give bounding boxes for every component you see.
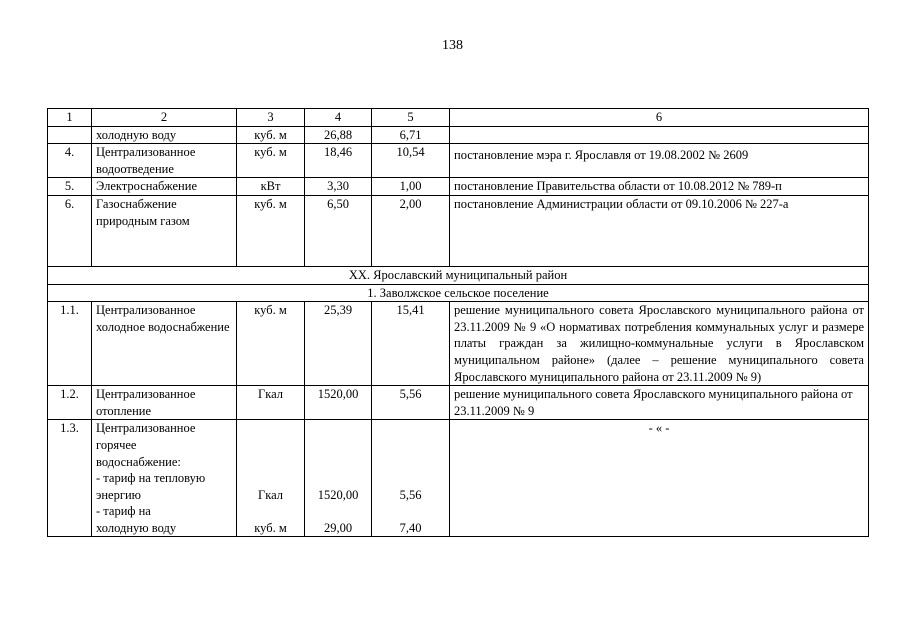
section-row xyxy=(48,266,869,284)
row-number: 6. xyxy=(48,195,92,266)
value-col4: 1520,00 xyxy=(305,386,372,420)
table-row xyxy=(48,420,869,537)
header-cell: 1 xyxy=(48,109,92,127)
row-number xyxy=(48,126,92,144)
legal-basis: постановление Администрации области от 09.10.2006 № 227-а xyxy=(450,195,869,266)
service-name: Централизованное холодное водоснабжение xyxy=(92,302,237,386)
service-name: холодную воду xyxy=(92,126,237,144)
table-row xyxy=(48,386,869,420)
row-number: 5. xyxy=(48,178,92,196)
legal-basis: постановление Правительства области от 10.08.2012 № 789-п xyxy=(450,178,869,196)
unit: куб. м xyxy=(237,302,305,386)
header-cell: 4 xyxy=(305,109,372,127)
value-col4: 26,88 xyxy=(305,126,372,144)
table-row xyxy=(48,126,869,144)
header-cell: 5 xyxy=(372,109,450,127)
row-number: 4. xyxy=(48,144,92,178)
value-col5: 10,54 xyxy=(372,144,450,178)
service-name: Газоснабжение природным газом xyxy=(92,195,237,266)
value-col5: 5,56 xyxy=(372,386,450,420)
value-col4: 6,50 xyxy=(305,195,372,266)
section-title: XX. Ярославский муниципальный район xyxy=(48,266,869,284)
header-cell: 3 xyxy=(237,109,305,127)
header-cell: 6 xyxy=(450,109,869,127)
row-number: 1.2. xyxy=(48,386,92,420)
subsection-row xyxy=(48,284,869,302)
header-row xyxy=(48,109,869,127)
legal-basis: постановление мэра г. Ярославля от 19.08.2002 № 2609 xyxy=(450,144,869,178)
value-col4: 3,30 xyxy=(305,178,372,196)
service-name: Централизованное водоотведение xyxy=(92,144,237,178)
value-col4: 1520,00 29,00 xyxy=(305,420,372,537)
table-row xyxy=(48,178,869,196)
value-col4: 18,46 xyxy=(305,144,372,178)
value-col5: 5,56 7,40 xyxy=(372,420,450,537)
service-name: Электроснабжение xyxy=(92,178,237,196)
unit: куб. м xyxy=(237,144,305,178)
table-row xyxy=(48,302,869,386)
unit: Гкал xyxy=(237,386,305,420)
subsection-title: 1. Заволжское сельское поселение xyxy=(48,284,869,302)
legal-basis xyxy=(450,126,869,144)
table-row xyxy=(48,144,869,178)
row-number: 1.1. xyxy=(48,302,92,386)
tariff-table xyxy=(47,108,869,537)
value-col5: 2,00 xyxy=(372,195,450,266)
service-name: Централизованное отопление xyxy=(92,386,237,420)
unit: куб. м xyxy=(237,126,305,144)
table-row xyxy=(48,195,869,266)
page-number: 138 xyxy=(442,38,463,53)
legal-basis: решение муниципального совета Ярославского муниципального района от 23.11.2009 № 9 «О нормативах потребления коммунальных услуг и размере платы граждан за жилищно-коммунальные услуги в Ярославском муниципальном районе» (далее – решение муниципального совета Ярославского муниципального района от 23.11.2009 № 9) xyxy=(450,302,869,386)
legal-basis: решение муниципального совета Ярославского муниципального района от 23.11.2009 № 9 xyxy=(450,386,869,420)
unit: Гкал куб. м xyxy=(237,420,305,537)
value-col5: 15,41 xyxy=(372,302,450,386)
value-col5: 6,71 xyxy=(372,126,450,144)
value-col4: 25,39 xyxy=(305,302,372,386)
value-col5: 1,00 xyxy=(372,178,450,196)
unit: кВт xyxy=(237,178,305,196)
row-number: 1.3. xyxy=(48,420,92,537)
legal-basis: - « - xyxy=(450,420,869,537)
unit: куб. м xyxy=(237,195,305,266)
header-cell: 2 xyxy=(92,109,237,127)
service-name: Централизованное горячее водоснабжение: - тариф на тепловую энергию - тариф на холодную воду xyxy=(92,420,237,537)
